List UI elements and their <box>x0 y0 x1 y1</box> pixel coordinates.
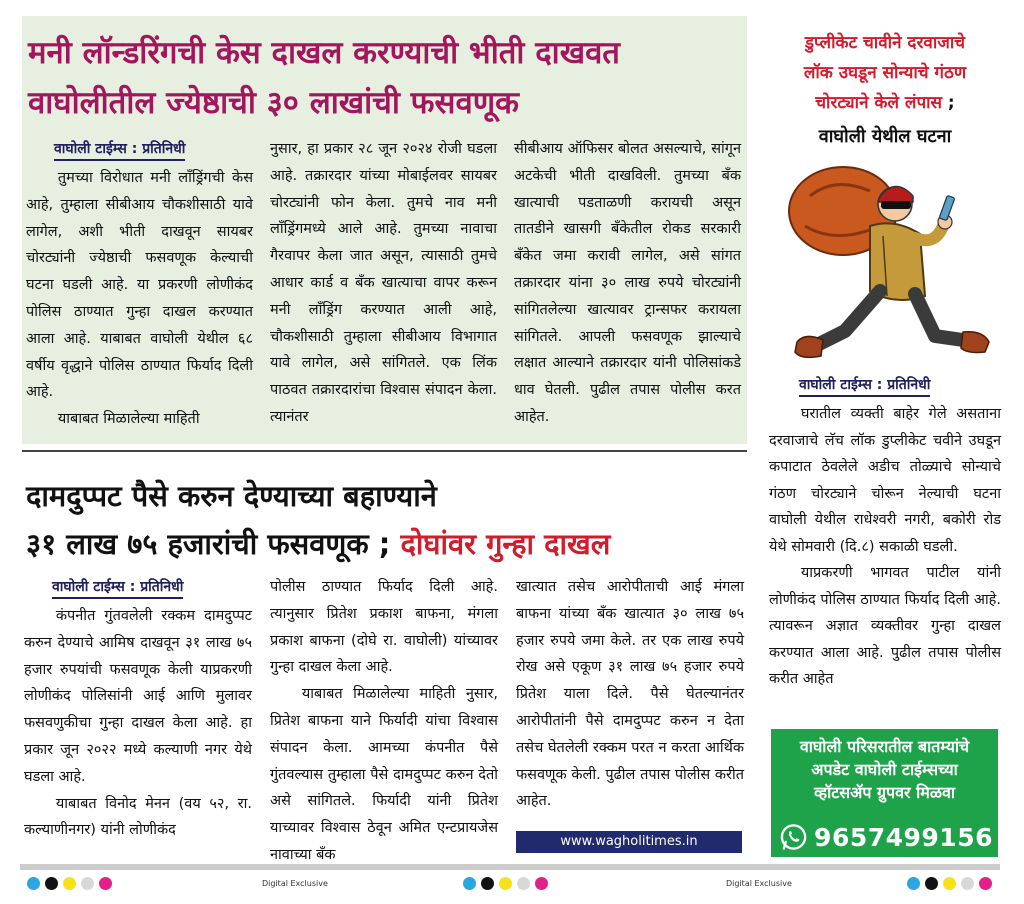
registration-dot <box>907 877 920 890</box>
story-column-2 <box>270 136 497 433</box>
registration-dot <box>979 877 992 890</box>
headline-double-money-fraud <box>26 472 746 568</box>
headline-line: वाघोलीतील ज्येष्ठाची ३० लाखांची फसवणूक <box>28 85 519 121</box>
headline-highlight: दोघांवर गुन्हा दाखल <box>400 527 611 561</box>
whatsapp-phone-number[interactable]: 9657499156 <box>814 822 993 852</box>
byline: वाघोली टाईम्स : प्रतिनिधी <box>54 139 185 161</box>
headline-line: दामदुप्पट पैसे करुन देण्याच्या बहाण्याने <box>26 479 437 513</box>
registration-dot <box>45 877 58 890</box>
story-double-money-fraud <box>22 462 747 863</box>
registration-dot <box>81 877 94 890</box>
registration-dot <box>943 877 956 890</box>
registration-dot <box>499 877 512 890</box>
paragraph: पोलीस ठाण्यात फिर्याद दिली आहे. त्यानुसार प्रितेश प्रकाश बाफना, मंगला प्रकाश बाफना (दोघे रा. वाघोली) यांच्यावर गुन्हा दाखल केला आहे. <box>270 579 498 676</box>
paragraph: तुमच्या विरोधात मनी लॉंड्रिंगची केस आहे, तुम्हाला सीबीआय चौकशीसाठी यावे लागेल, अशी भीती दाखवून सायबर चोरट्यांनी ज्येष्ठाची फसवणूक केल्याची घटना घडली आहे. या प्रकरणी लोणीकंद पोलिस ठाण्यात गुन्हा दाखल करण्यात आला आहे. याबाबत वाघोली येथील ६८ वर्षीय वृद्धाने पोलिस ठाण्यात फिर्याद दिली आहे. <box>26 170 253 401</box>
paragraph: याबाबत मिळालेल्या माहिती नुसार, प्रितेश बाफना याने फिर्यादी यांचा विश्वास संपादन केला. आमच्या कंपनीत पैसे गुंतवल्यास तुम्हाला पैसे दामदुप्पट करुन देतो असे सांगितले. फिर्यादी यांनी प्रितेश याच्यावर विश्वास ठेवून अमित एन्टप्रायजेस नावाच्या बँक <box>270 686 498 863</box>
sidebar-column <box>769 372 1001 693</box>
byline: वाघोली टाईम्स : प्रतिनिधी <box>52 577 183 599</box>
registration-marks-left <box>27 877 112 890</box>
whatsapp-promo-text <box>771 735 998 804</box>
section-divider <box>22 450 747 452</box>
registration-dot <box>535 877 548 890</box>
paragraph: कंपनीत गुंतवलेली रक्कम दामदुप्पट करुन देण्याचे आमिष दाखवून ३१ लाख ७५ हजार रुपयांची फसवणूक केली याप्रकरणी लोणीकंद पोलिसांनी आई आणि मुलावर फसवणुकीचा गुन्हा दाखल केला आहे. हा प्रकार जून २०२२ मध्ये कल्याणी नगर येथे घडला आहे. <box>24 608 252 785</box>
sidebar-columns <box>769 372 1001 693</box>
registration-dot <box>27 877 40 890</box>
registration-dot <box>517 877 530 890</box>
sidebar-headline <box>765 28 1005 118</box>
thief-illustration <box>775 156 995 381</box>
registration-dot <box>63 877 76 890</box>
story-column-2 <box>270 574 498 869</box>
promo-line: व्हॉटसॲप ग्रुपवर मिळवा <box>813 783 956 802</box>
promo-line: अपडेट वाघोली टाईम्सच्या <box>811 760 958 779</box>
whatsapp-icon <box>779 822 808 852</box>
whatsapp-promo-box[interactable] <box>771 729 998 857</box>
headline-line <box>26 520 746 568</box>
footer-label-left: Digital Exclusive <box>262 879 328 888</box>
registration-dot <box>961 877 974 890</box>
paragraph: नुसार, हा प्रकार २८ जून २०२४ रोजी घडला आहे. तक्रारदार यांच्या मोबाईलवर सायबर चोरट्यांनी फोन केला. तुमचे नाव मनी लॉंड्रिंगमध्ये आले आहे. तुमच्या नावाचा गैरवापर केला जात असून, त्यासाठी तुमचे आधार कार्ड व बँक खात्याचा वापर करून मनी लॉंड्रिंग करण्यात आली आहे, चौकशीसाठी तुम्हाला सीबीआय विभागात यावे लागेल, असे सांगितले. एक लिंक पाठवत तक्रारदारांचा विश्वास संपादन केला. त्यानंतर <box>270 141 497 425</box>
headline-segment: ३१ लाख ७५ हजारांची फसवणूक ; <box>26 527 401 561</box>
registration-dot <box>925 877 938 890</box>
headline-separator: ; <box>942 93 955 113</box>
story-column-1 <box>24 574 252 869</box>
paragraph: याप्रकरणी भागवत पाटील यांनी लोणीकंद पोलिस ठाण्यात फिर्याद दिली आहे. त्यावरून अज्ञात व्यक्तीवर गुन्हा दाखल करण्यात आला आहे. पुढील तपास पोलीस करीत आहेत <box>769 565 1001 687</box>
promo-line: वाघोली परिसरातील बातम्यांचे <box>799 737 970 756</box>
story-columns <box>26 136 742 433</box>
paragraph: खात्यात तसेच आरोपीताची आई मंगला बाफना यांच्या बँक खात्यात ३० लाख ७५ हजार रुपये जमा केले. तर एक लाख रुपये रोख असे एकूण ३१ लाख ७५ हजार रुपये प्रितेश याला दिले. पैसे घेतल्यानंतर आरोपीतांनी पैसे दामदुप्पट करुन न देता तसेच घेतलेली रक्कम परत न करता आर्थिक फसवणूक केली. पुढील तपास पोलीस करीत आहेत. <box>516 579 744 810</box>
paragraph: सीबीआय ऑफिसर बोलत असल्याचे, सांगून अटकेची भीती दाखविली. तुमच्या बँक खात्याची पडताळणी करायची असून तातडीने खासगी बँकेतील रोकड सरकारी बँकेत जमा करावी लागेल, असे सांगत तक्रारदार यांना ३० लाख रुपये चोरट्यांनी सांगितलेल्या खात्यावर ट्रान्सफर करायला सांगितले. आपली फसवणूक झाल्याचे लक्षात आल्याने तक्रारदार यांनी पोलिसांकडे धाव घेतली. पुढील तपास पोलीस करत आहेत. <box>514 141 741 425</box>
headline-line: लॉक उघडून सोन्याचे गंठण <box>803 63 967 83</box>
footer-label-right: Digital Exclusive <box>726 879 792 888</box>
registration-marks-center <box>463 877 548 890</box>
headline-line: डुप्लीकेट चावीने दरवाजाचे <box>804 33 966 53</box>
paragraph: याबाबत मिळालेल्या माहिती <box>57 411 200 428</box>
headline-line: मनी लॉन्डरिंगची केस दाखल करण्याची भीती दाखवत <box>28 35 620 71</box>
headline-line <box>765 88 1005 118</box>
story-columns <box>24 574 744 869</box>
registration-dot <box>463 877 476 890</box>
registration-dot <box>99 877 112 890</box>
footer-rule <box>20 864 1000 870</box>
headline-segment: चोरट्याने केले लंपास <box>815 93 943 113</box>
paragraph: याबाबत विनोद मेनन (वय ५२, रा. कल्याणीनगर) यांनी लोणीकंद <box>24 795 252 839</box>
headline-money-laundering <box>28 28 743 128</box>
story-column-3 <box>516 574 744 869</box>
registration-dot <box>481 877 494 890</box>
story-column-3 <box>514 136 741 433</box>
sidebar-subhead: वाघोली येथील घटना <box>818 126 952 147</box>
byline: वाघोली टाईम्स : प्रतिनिधी <box>799 375 930 397</box>
paragraph: घरातील व्यक्ती बाहेर गेले असताना दरवाजाचे लॅच लॉक डुप्लीकेट चवीने उघडून कपाटात ठेवलेले अडीच तोळ्याचे सोन्याचे गंठण चोरट्याने चोरून नेल्याची घटना वाघोली येथील राधेश्वरी नगरी, बकोरी रोड येथे सोमवारी (दि.८) सकाळी घडली. <box>769 406 1001 555</box>
story-column-1 <box>26 136 253 433</box>
story-money-laundering <box>22 16 747 444</box>
website-link[interactable]: www.wagholitimes.in <box>516 831 742 853</box>
whatsapp-contact[interactable] <box>779 821 993 853</box>
registration-marks-right <box>907 877 992 890</box>
